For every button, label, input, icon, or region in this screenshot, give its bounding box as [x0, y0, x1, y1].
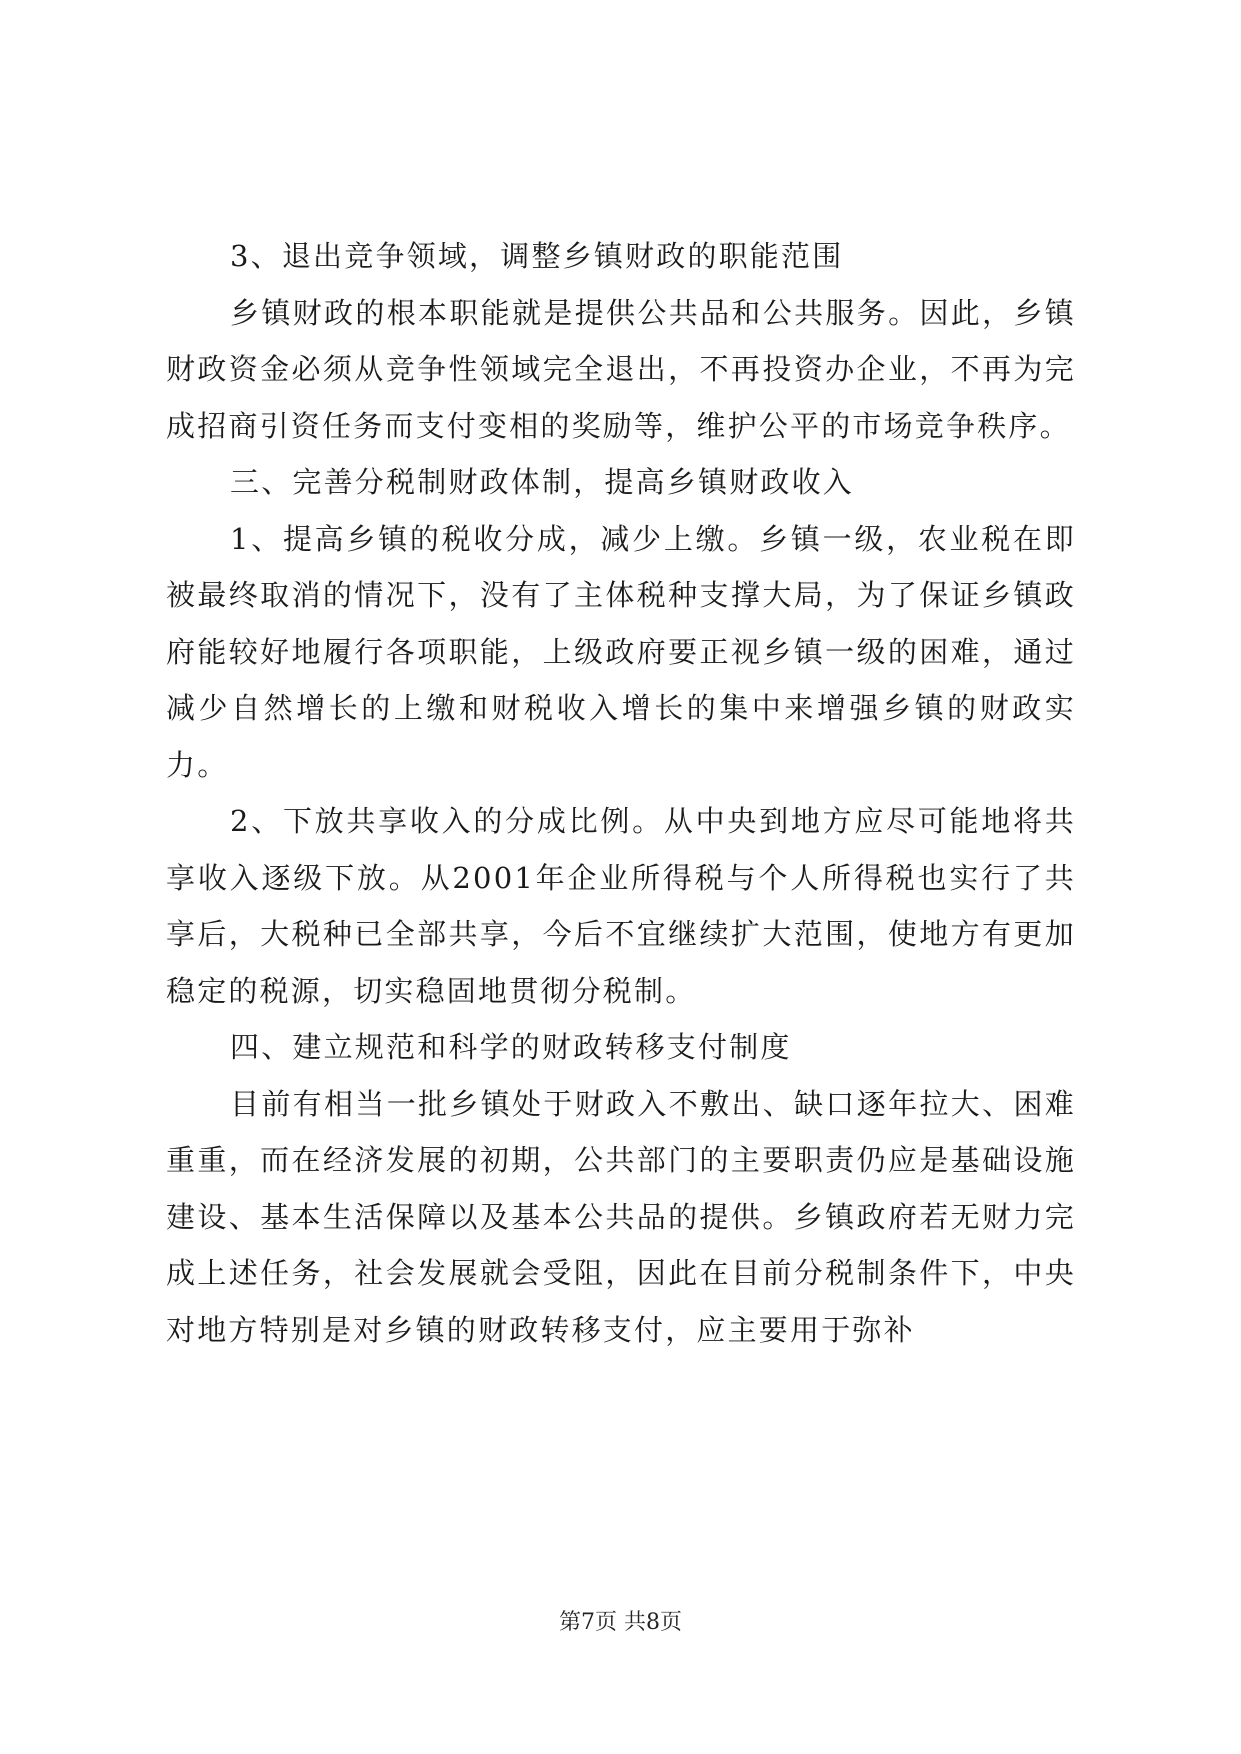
body-paragraph: 1、提高乡镇的税收分成，减少上缴。乡镇一级，农业税在即被最终取消的情况下，没有了主体税种支撑大局，为了保证乡镇政府能较好地履行各项职能，上级政府要正视乡镇一级的困难，通过减少自然增长的上缴和财税收入增长的集中来增强乡镇的财政实力。 [166, 521, 1076, 782]
section-heading: 3、退出竞争领域，调整乡镇财政的职能范围 [230, 239, 844, 273]
body-paragraph: 2、下放共享收入的分成比例。从中央到地方应尽可能地将共享收入逐级下放。从2001年企业所得税与个人所得税也实行了共享后，大税种已全部共享，今后不宜继续扩大范围，使地方有更加稳定的税源，切实稳固地贯彻分税制。 [166, 804, 1076, 1008]
document-body [166, 228, 1076, 1358]
section-heading: 三、完善分税制财政体制，提高乡镇财政收入 [230, 465, 855, 499]
body-paragraph: 目前有相当一批乡镇处于财政入不敷出、缺口逐年拉大、困难重重，而在经济发展的初期，公共部门的主要职责仍应是基础设施建设、基本生活保障以及基本公共品的提供。乡镇政府若无财力完成上述任务，社会发展就会受阻，因此在目前分税制条件下，中央对地方特别是对乡镇的财政转移支付，应主要用于弥补 [166, 1086, 1076, 1347]
section-heading: 四、建立规范和科学的财政转移支付制度 [230, 1030, 792, 1064]
body-paragraph: 乡镇财政的根本职能就是提供公共品和公共服务。因此，乡镇财政资金必须从竞争性领域完全退出，不再投资办企业，不再为完成招商引资任务而支付变相的奖励等，维护公平的市场竞争秩序。 [166, 295, 1076, 443]
page-number-footer: 第7页 共8页 [559, 1610, 682, 1635]
